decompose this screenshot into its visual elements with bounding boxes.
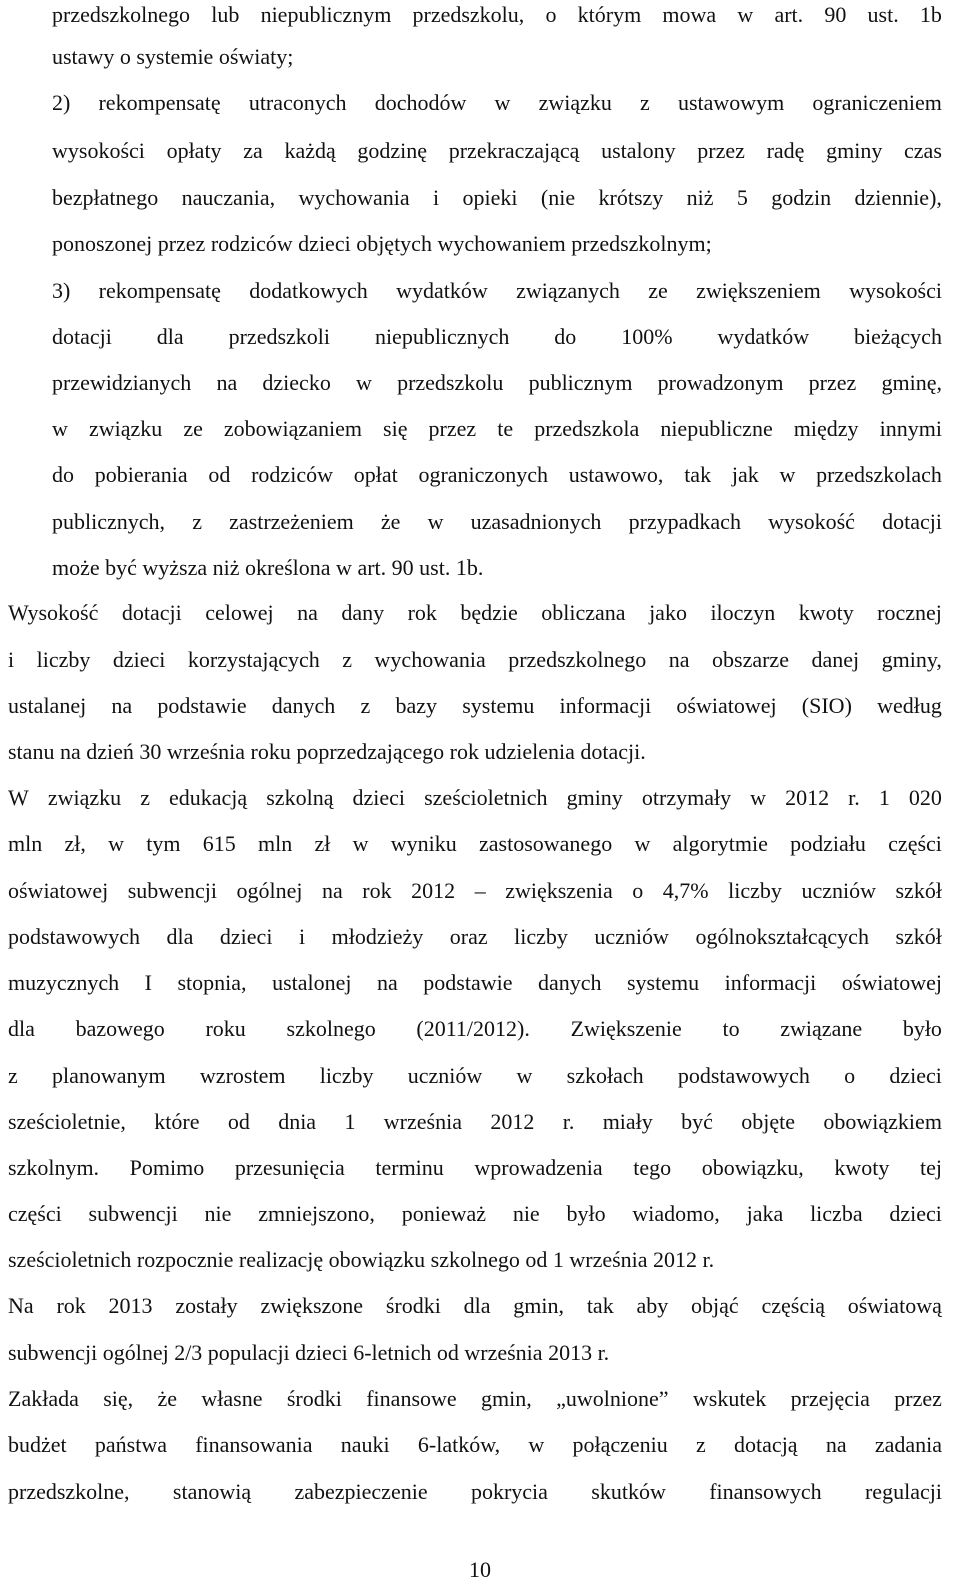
- text-line: może być wyższa niż określona w art. 90 ust. 1b.: [52, 555, 484, 580]
- text-line: dla bazowego roku szkolnego (2011/2012). Zwiększenie to związane było: [8, 1016, 942, 1041]
- text-line: przedszkolnego lub niepublicznym przedszkolu, o którym mowa w art. 90 ust. 1b: [52, 2, 942, 27]
- text-line: ustalanej na podstawie danych z bazy systemu informacji oświatowej (SIO) według: [8, 693, 942, 718]
- text-line: publicznych, z zastrzeżeniem że w uzasadnionych przypadkach wysokość dotacji: [52, 509, 942, 534]
- text-line: 2) rekompensatę utraconych dochodów w związku z ustawowym ograniczeniem: [52, 90, 942, 115]
- text-line: 3) rekompensatę dodatkowych wydatków związanych ze zwiększeniem wysokości: [52, 278, 942, 303]
- text-line: oświatowej subwencji ogólnej na rok 2012 – zwiększenia o 4,7% liczby uczniów szkół: [8, 878, 942, 903]
- text-line: z planowanym wzrostem liczby uczniów w szkołach podstawowych o dzieci: [8, 1063, 942, 1088]
- text-line: podstawowych dla dzieci i młodzieży oraz liczby uczniów ogólnokształcących szkół: [8, 924, 942, 949]
- text-line: sześcioletnie, które od dnia 1 września 2012 r. miały być objęte obowiązkiem: [8, 1109, 942, 1134]
- text-line: wysokości opłaty za każdą godzinę przekraczającą ustalony przez radę gminy czas: [52, 138, 942, 163]
- text-line: przedszkolne, stanowią zabezpieczenie pokrycia skutków finansowych regulacji: [8, 1479, 942, 1504]
- text-line: muzycznych I stopnia, ustalonej na podstawie danych systemu informacji oświatowej: [8, 970, 942, 995]
- text-line: bezpłatnego nauczania, wychowania i opieki (nie krótszy niż 5 godzin dziennie),: [52, 185, 942, 210]
- text-line: części subwencji nie zmniejszono, ponieważ nie było wiadomo, jaka liczba dzieci: [8, 1201, 942, 1226]
- text-line: budżet państwa finansowania nauki 6-latków, w połączeniu z dotacją na zadania: [8, 1432, 942, 1457]
- text-line: stanu na dzień 30 września roku poprzedzającego rok udzielenia dotacji.: [8, 739, 646, 764]
- page-number: 10: [469, 1557, 491, 1582]
- text-line: Wysokość dotacji celowej na dany rok będzie obliczana jako iloczyn kwoty rocznej: [8, 600, 942, 625]
- text-line: szkolnym. Pomimo przesunięcia terminu wprowadzenia tego obowiązku, kwoty tej: [8, 1155, 942, 1180]
- text-line: sześcioletnich rozpocznie realizację obowiązku szkolnego od 1 września 2012 r.: [8, 1247, 715, 1272]
- text-line: Zakłada się, że własne środki finansowe gmin, „uwolnione” wskutek przejęcia przez: [8, 1386, 942, 1411]
- text-line: ponoszonej przez rodziców dzieci objętych wychowaniem przedszkolnym;: [52, 231, 712, 256]
- text-line: subwencji ogólnej 2/3 populacji dzieci 6-letnich od września 2013 r.: [8, 1340, 610, 1365]
- text-line: Na rok 2013 zostały zwiększone środki dla gmin, tak aby objąć częścią oświatową: [8, 1293, 942, 1318]
- text-line: w związku ze zobowiązaniem się przez te przedszkola niepubliczne między innymi: [52, 416, 942, 441]
- text-line: dotacji dla przedszkoli niepublicznych do 100% wydatków bieżących: [52, 324, 942, 349]
- text-line: do pobierania od rodziców opłat ograniczonych ustawowo, tak jak w przedszkolach: [52, 462, 942, 487]
- text-line: mln zł, w tym 615 mln zł w wyniku zastosowanego w algorytmie podziału części: [8, 831, 942, 856]
- text-line: ustawy o systemie oświaty;: [52, 44, 294, 69]
- text-line: przewidzianych na dziecko w przedszkolu publicznym prowadzonym przez gminę,: [52, 370, 942, 395]
- text-line: i liczby dzieci korzystających z wychowania przedszkolnego na obszarze danej gminy,: [8, 647, 942, 672]
- text-line: W związku z edukacją szkolną dzieci sześcioletnich gminy otrzymały w 2012 r. 1 020: [8, 785, 942, 810]
